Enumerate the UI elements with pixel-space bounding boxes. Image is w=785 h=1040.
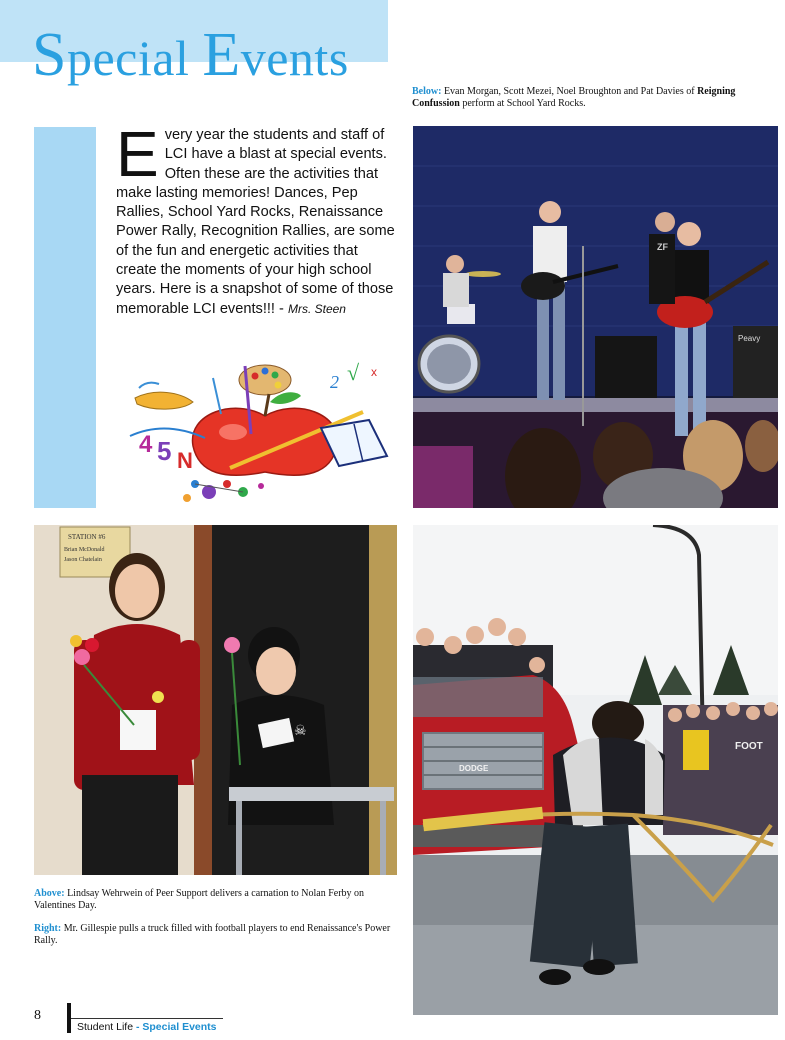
svg-text:4: 4	[139, 431, 153, 458]
footer-rule-horizontal	[71, 1018, 223, 1019]
caption-above: Above: Lindsay Wehrwein of Peer Support delivers a carnation to Nolan Ferby on Valentines Day.	[34, 888, 365, 911]
page-title: Special Events	[32, 21, 349, 89]
svg-text:STATION #6: STATION #6	[68, 533, 106, 541]
school-clipart	[125, 358, 400, 508]
svg-text:Jason Chatelain: Jason Chatelain	[64, 557, 102, 563]
intro-signature: Mrs. Steen	[287, 301, 346, 316]
svg-text:2: 2	[330, 372, 339, 392]
svg-text:x: x	[371, 365, 377, 379]
svg-text:√: √	[347, 360, 360, 385]
svg-text:FOOT: FOOT	[735, 741, 763, 752]
svg-text:Brian McDonald: Brian McDonald	[64, 547, 105, 553]
svg-text:N: N	[177, 448, 193, 473]
footer-section-label: Student Life - Special Events	[77, 1021, 217, 1033]
svg-text:ZF: ZF	[657, 242, 668, 252]
photo-valentines-carnations	[34, 525, 397, 875]
svg-text:Peavy: Peavy	[738, 334, 761, 343]
svg-text:DODGE: DODGE	[459, 764, 489, 773]
svg-text:☠: ☠	[294, 722, 307, 738]
caption-right: Right: Mr. Gillespie pulls a truck filled with football players to end Renaissance's Power Rally.	[34, 923, 391, 946]
photo-truck-pull	[413, 525, 778, 1015]
side-color-band	[34, 127, 96, 508]
caption-below: Below: Evan Morgan, Scott Mezei, Noel Broughton and Pat Davies of Reigning Confussion perform at School Yard Rocks.	[412, 86, 736, 109]
svg-text:5: 5	[157, 436, 172, 466]
photo-band-performance	[413, 126, 778, 508]
page-number: 8	[34, 1008, 41, 1023]
intro-dropcap: E	[116, 118, 159, 190]
intro-paragraph: Every year the students and staff of LCI have a blast at special events. Often these are the activities that make lasting memories! Dances, Pep Rallies, School Yard Rocks, Renaissance Power Rally, Recognition Rallies, are some of the fun and energetic activities that create the moments of your high school years. Here is a snapshot of some of those memorable LCI events!!! - Mrs. Steen	[116, 118, 395, 317]
